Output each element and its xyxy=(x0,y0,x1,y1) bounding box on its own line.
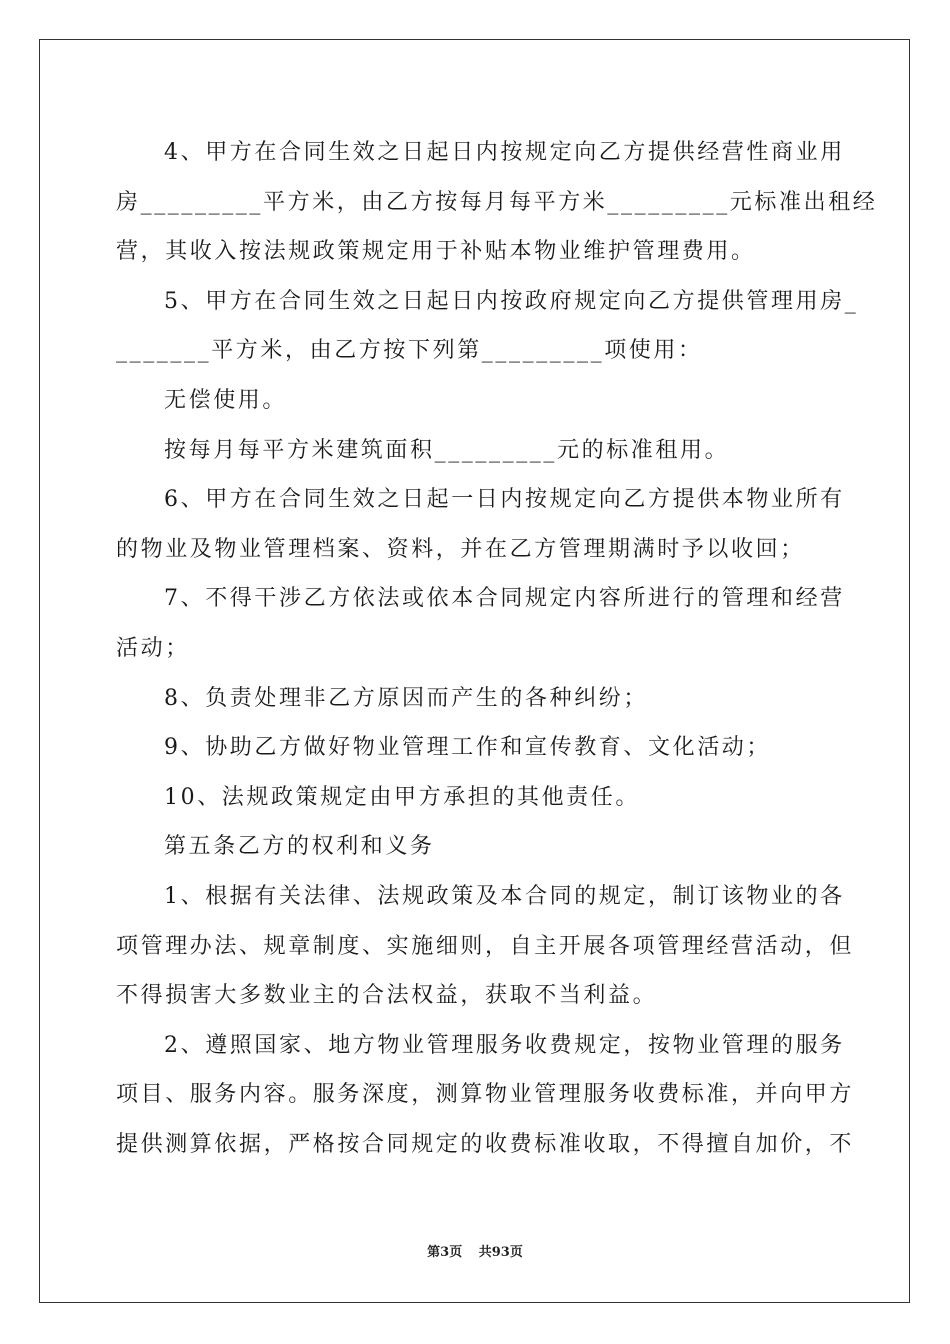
text-line: 2、遵照国家、地方物业管理服务收费规定，按物业管理的服务 xyxy=(164,1032,845,1058)
footer-total-suffix: 页 xyxy=(509,1245,523,1260)
page-footer xyxy=(0,1241,950,1260)
text-line: 1、根据有关法律、法规政策及本合同的规定，制订该物业的各 xyxy=(164,883,845,909)
text-line: 9、协助乙方做好物业管理工作和宣传教育、文化活动； xyxy=(164,735,771,761)
text-line: 10、法规政策规定由甲方承担的其他责任。 xyxy=(164,784,640,810)
footer-current-page: 3 xyxy=(440,1245,450,1260)
text-line: 提供测算依据，严格按合同规定的收费标准收取，不得擅自加价，不 xyxy=(116,1131,855,1157)
text-line: 按每月每平方米建筑面积_________元的标准租用。 xyxy=(164,437,730,463)
text-line: 8、负责处理非乙方原因而产生的各种纠纷； xyxy=(164,685,648,711)
text-line: 项目、服务内容。服务深度，测算物业管理服务收费标准，并向甲方 xyxy=(116,1082,855,1108)
text-line: 房_________平方米，由乙方按每月每平方米_________元标准出租经 xyxy=(116,189,878,215)
footer-page-mid: 页 xyxy=(449,1245,463,1260)
text-line: 项管理办法、规章制度、实施细则，自主开展各项管理经营活动，但 xyxy=(116,933,855,959)
footer-page-prefix: 第 xyxy=(427,1245,441,1260)
text-line: 不得损害大多数业主的合法权益，获取不当利益。 xyxy=(116,983,658,1009)
text-line: _______平方米，由乙方按下列第_________项使用： xyxy=(116,338,703,364)
text-line: 的物业及物业管理档案、资料，并在乙方管理期满时予以收回； xyxy=(116,536,805,562)
footer-total-prefix: 共 xyxy=(478,1245,492,1260)
document-body xyxy=(116,128,878,1169)
footer-total-pages: 93 xyxy=(491,1245,510,1260)
text-line: 5、甲方在合同生效之日起日内按政府规定向乙方提供管理用房_ xyxy=(164,288,859,314)
text-line: 7、不得干涉乙方依法或依本合同规定内容所进行的管理和经营 xyxy=(164,586,845,612)
text-line: 无偿使用。 xyxy=(164,387,288,413)
text-line: 活动； xyxy=(116,635,190,661)
text-line: 6、甲方在合同生效之日起一日内按规定向乙方提供本物业所有 xyxy=(164,487,845,513)
text-line: 营，其收入按法规政策规定用于补贴本物业维护管理费用。 xyxy=(116,239,756,265)
text-line: 第五条乙方的权利和义务 xyxy=(164,834,435,860)
text-line: 4、甲方在合同生效之日起日内按规定向乙方提供经营性商业用 xyxy=(164,140,845,165)
